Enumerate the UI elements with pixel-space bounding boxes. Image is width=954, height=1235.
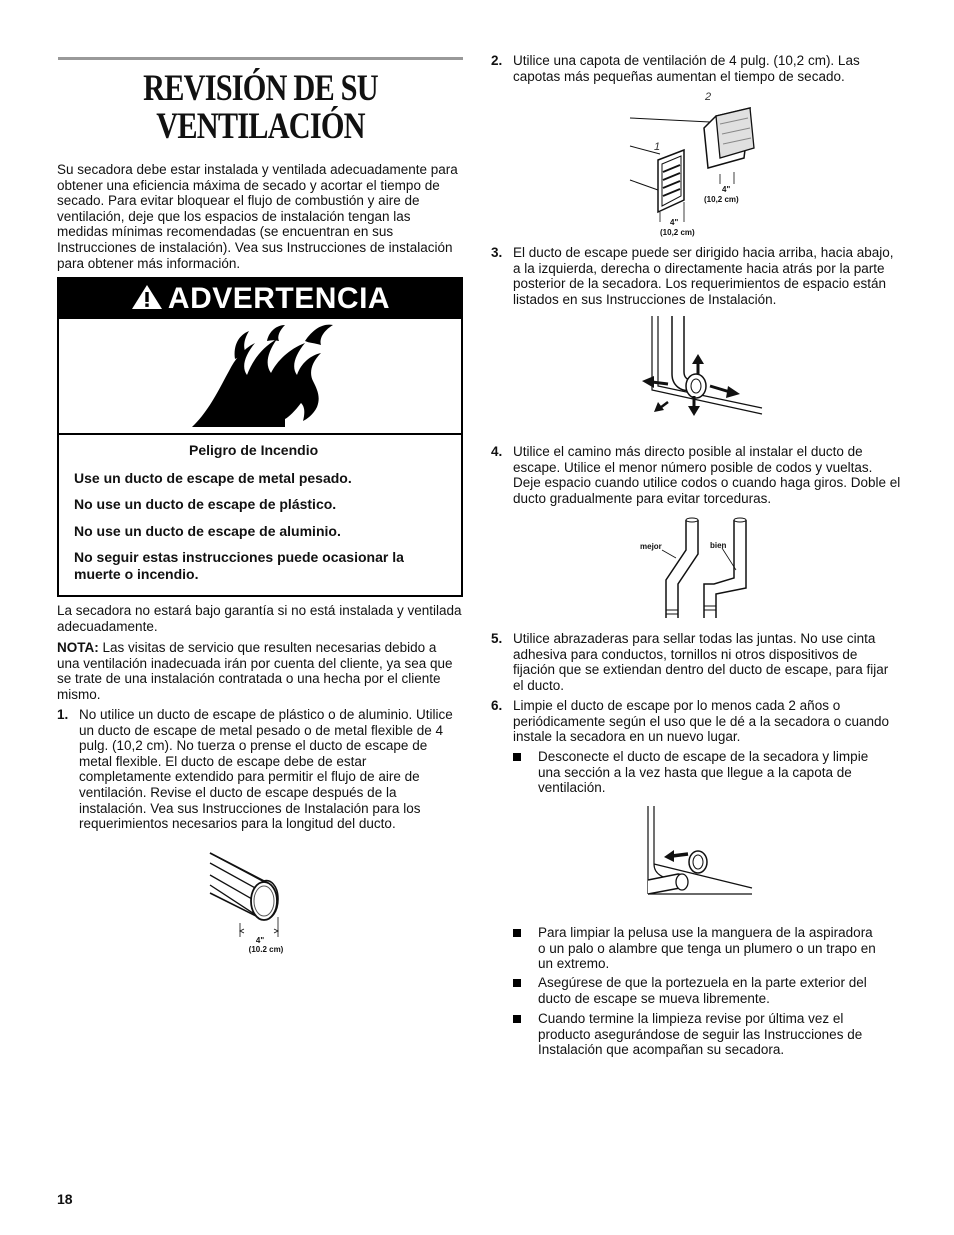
- bullet-square-icon: [513, 1015, 521, 1023]
- step-number: 2.: [491, 53, 503, 68]
- path-label-good: bien: [710, 541, 727, 550]
- page-title: REVISIÓN DE SU VENTILACIÓN: [143, 68, 378, 147]
- duct-paths-illustration: [636, 514, 756, 624]
- bullet-text: Para limpiar la pelusa use la manguera de la aspiradora o un palo o alambre que tenga un plumero o un trapo en un extremo.: [538, 925, 876, 972]
- duct-dim-cm: (10.2 cm): [248, 945, 284, 954]
- step-text: Limpie el ducto de escape por lo menos cada 2 años o periódicamente según el uso que le dé a la secadora o cuando instale la secadora en un nuevo lugar.: [513, 698, 890, 745]
- title-rule: [58, 57, 463, 60]
- warranty-text: La secadora no estará bajo garantía si no está instalada y ventilada adecuadamente.: [57, 603, 462, 634]
- page-number: 18: [57, 1191, 73, 1207]
- step-text: El ducto de escape puede ser dirigido hacia arriba, hacia abajo, a la izquierda, derecha o directamente hacia atrás por la parte posterior de la secadora. Los requerimientos de espacio están listados en sus Instrucciones de Instalación.: [513, 245, 894, 307]
- warning-line: No seguir estas instrucciones puede ocasionar la muerte o incendio.: [74, 549, 404, 582]
- bullet-square-icon: [513, 753, 521, 761]
- fire-band: [59, 319, 461, 435]
- hood-dim-a-in: 4": [722, 185, 731, 194]
- path-label-better: mejor: [640, 542, 662, 551]
- bullet-text: Cuando termine la limpieza revise por última vez el producto asegurándose de seguir las Instrucciones de Instalación que acompañan su secadora.: [538, 1011, 863, 1058]
- hood-dim-b-in: 4": [670, 218, 679, 227]
- hood-label-1: 1: [654, 141, 661, 153]
- step-number: 1.: [57, 707, 69, 722]
- warning-line: No use un ducto de escape de aluminio.: [74, 523, 341, 539]
- hood-dim-b-cm: (10,2 cm): [660, 228, 695, 237]
- note-label: NOTA:: [57, 640, 99, 655]
- step-number: 5.: [491, 631, 503, 646]
- hood-dim-a-cm: (10,2 cm): [704, 195, 739, 204]
- bullet-square-icon: [513, 979, 521, 987]
- warning-line: No use un ducto de escape de plástico.: [74, 496, 337, 512]
- warning-header: [59, 279, 461, 319]
- note-paragraph: [57, 640, 462, 702]
- warning-heading: Peligro de Incendio: [189, 442, 319, 458]
- duct-dim-inches: 4": [255, 936, 265, 945]
- bullet-square-icon: [513, 929, 521, 937]
- step-text: Utilice una capota de ventilación de 4 pulg. (10,2 cm). Las capotas más pequeñas aumentan el tiempo de secado.: [513, 53, 860, 84]
- note-text: Las visitas de servicio que resulten necesarias debido a una ventilación inadecuada irán por cuenta del cliente, ya sea que se trate de una instalación contratada o una hecha por el cliente mismo.: [57, 640, 453, 702]
- warning-triangle-icon: [130, 283, 164, 315]
- step-number: 3.: [491, 245, 503, 260]
- step-text: Utilice abrazaderas para sellar todas las juntas. No use cinta adhesiva para conductos, tornillos ni otros dispositivos de fijación que se extiendan dentro del ducto de escape, para fijar el ducto.: [513, 631, 889, 693]
- duct-cleaning-illustration: [640, 804, 760, 910]
- warning-box: [57, 277, 463, 597]
- bullet-text: Asegúrese de que la portezuela en la parte exterior del ducto de escape se mueva libremente.: [538, 975, 867, 1006]
- vent-hoods-illustration: [620, 88, 780, 240]
- duct-directions-illustration: [638, 314, 768, 420]
- step-number: 4.: [491, 444, 503, 459]
- intro-paragraph: Su secadora debe estar instalada y ventilada adecuadamente para obtener una eficiencia máxima de secado y acortar el tiempo de secado. Para evitar bloquear el flujo de combustión y aire de ventilación, deje que los espacios de instalación tengan las medidas mínimas recomendadas (se encuentran en sus Instrucciones de instalación). Vea sus Instrucciones de instalación para obtener más información.: [57, 162, 458, 271]
- fire-icon: [59, 319, 461, 433]
- warning-line: Use un ducto de escape de metal pesado.: [74, 470, 352, 486]
- duct-illustration: [200, 845, 300, 960]
- step-text: No utilice un ducto de escape de plástico o de aluminio. Utilice un ducto de escape de metal pesado o de metal flexible de 4 pulg. (10,2 cm). No tuerza o prense el ducto de escape de metal flexible. El ducto de escape debe de estar completamente extendido para permitir el flujo de aire de ventilación. Revise el ducto de escape después de la instalación. Vea sus Instrucciones de Instalación para los requerimientos necesarios para la longitud del ducto.: [79, 707, 453, 832]
- step-text: Utilice el camino más directo posible al instalar el ducto de escape. Utilice el menor número posible de codos y vueltas. Deje espacio cuando utilice codos o cuando haga giros. Doble el ducto gradualmente para evitar torceduras.: [513, 444, 901, 506]
- hood-label-2: 2: [705, 91, 712, 103]
- step-number: 6.: [491, 698, 503, 713]
- bullet-text: Desconecte el ducto de escape de la secadora y limpie una sección a la vez hasta que llegue a la capota de ventilación.: [538, 749, 869, 796]
- warning-header-text: ADVERTENCIA: [167, 282, 391, 316]
